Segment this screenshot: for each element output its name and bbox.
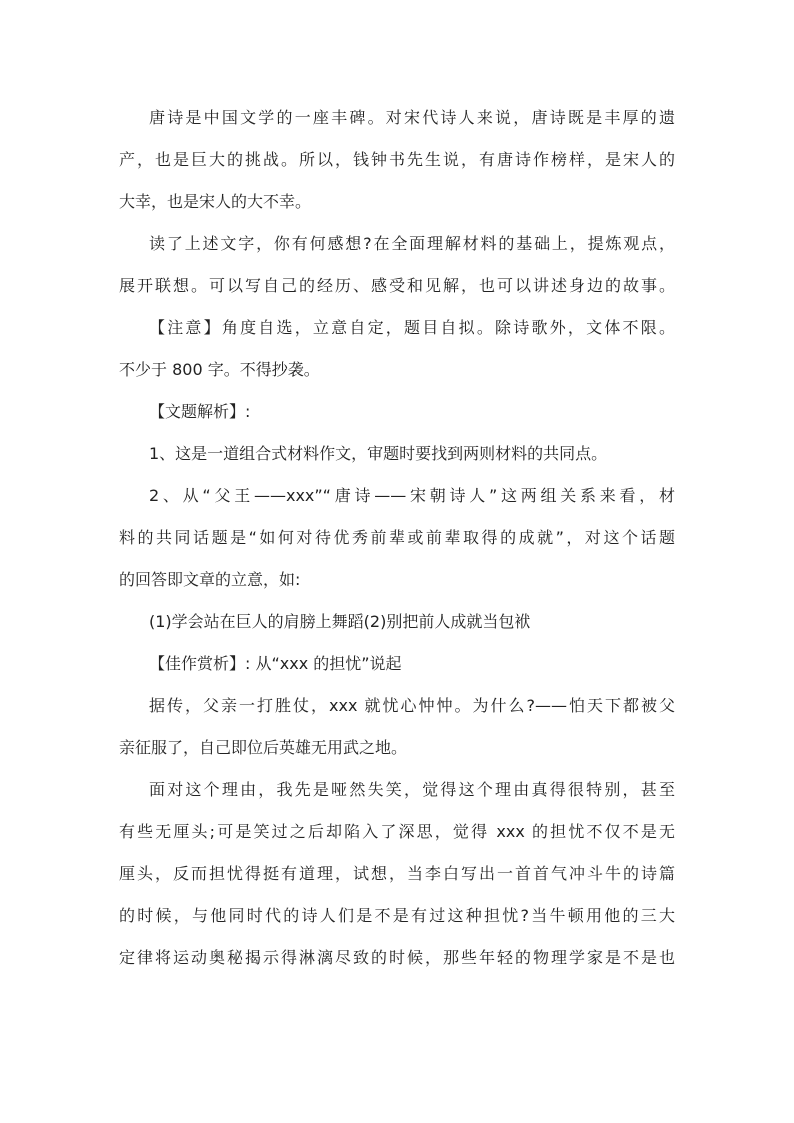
heading-analysis — [119, 391, 675, 433]
text-line: 面对这个理由，我先是哑然失笑，觉得这个理由真得很特别，甚至 — [149, 780, 675, 799]
text-line: 有些无厘头;可是笑过之后却陷入了深思，觉得 xxx 的担忧不仅不是无 — [119, 822, 675, 841]
text-line: (1)学会站在巨人的肩膀上舞蹈(2)别把前人成就当包袱 — [149, 612, 531, 631]
paragraph-intro — [119, 97, 675, 223]
text-line: 唐诗是中国文学的一座丰碑。对宋代诗人来说，唐诗既是丰厚的遗 — [149, 108, 675, 127]
text-line: 不少于 800 字。不得抄袭。 — [119, 360, 320, 379]
paragraph-themes — [119, 601, 675, 643]
text-line: 定律将运动奥秘揭示得淋漓尽致的时候，那些年轻的物理学家是不是也 — [119, 948, 675, 967]
paragraph-essay-2 — [119, 769, 675, 979]
text-line: 亲征服了，自己即位后英雄无用武之地。 — [119, 738, 408, 757]
text-line: 展开联想。可以写自己的经历、感受和见解，也可以讲述身边的故事。 — [119, 276, 675, 295]
paragraph-essay-1 — [119, 685, 675, 769]
paragraph-prompt — [119, 223, 675, 307]
document-body — [119, 97, 675, 979]
text-line: 产，也是巨大的挑战。所以，钱钟书先生说，有唐诗作榜样，是宋人的 — [119, 150, 675, 169]
text-line: 料的共同话题是“如何对待优秀前辈或前辈取得的成就”，对这个话题 — [119, 528, 675, 547]
text-line: 2、从“父王——xxx”“唐诗——宋朝诗人”这两组关系来看，材 — [149, 486, 675, 505]
text-line: 【注意】角度自选，立意自定，题目自拟。除诗歌外，文体不限。 — [149, 318, 675, 337]
text-line: 的时候，与他同时代的诗人们是不是有过这种担忧?当牛顿用他的三大 — [119, 906, 675, 925]
text-line: 读了上述文字，你有何感想?在全面理解材料的基础上，提炼观点， — [149, 234, 675, 253]
paragraph-notice — [119, 307, 675, 391]
text-line: 大幸，也是宋人的大不幸。 — [119, 192, 312, 211]
text-line: 据传，父亲一打胜仗，xxx 就忧心忡忡。为什么?——怕天下都被父 — [149, 696, 675, 715]
text-line: 的回答即文章的立意，如: — [119, 570, 301, 589]
paragraph-analysis-1 — [119, 433, 675, 475]
heading-essay — [119, 643, 675, 685]
text-line: 厘头，反而担忧得挺有道理，试想，当李白写出一首首气冲斗牛的诗篇 — [119, 864, 675, 883]
text-line: 【文题解析】: — [149, 402, 251, 421]
paragraph-analysis-2 — [119, 475, 675, 601]
text-line: 1、这是一道组合式材料作文，审题时要找到两则材料的共同点。 — [149, 444, 608, 463]
text-line: 【佳作赏析】: 从“xxx 的担忧”说起 — [149, 654, 402, 673]
